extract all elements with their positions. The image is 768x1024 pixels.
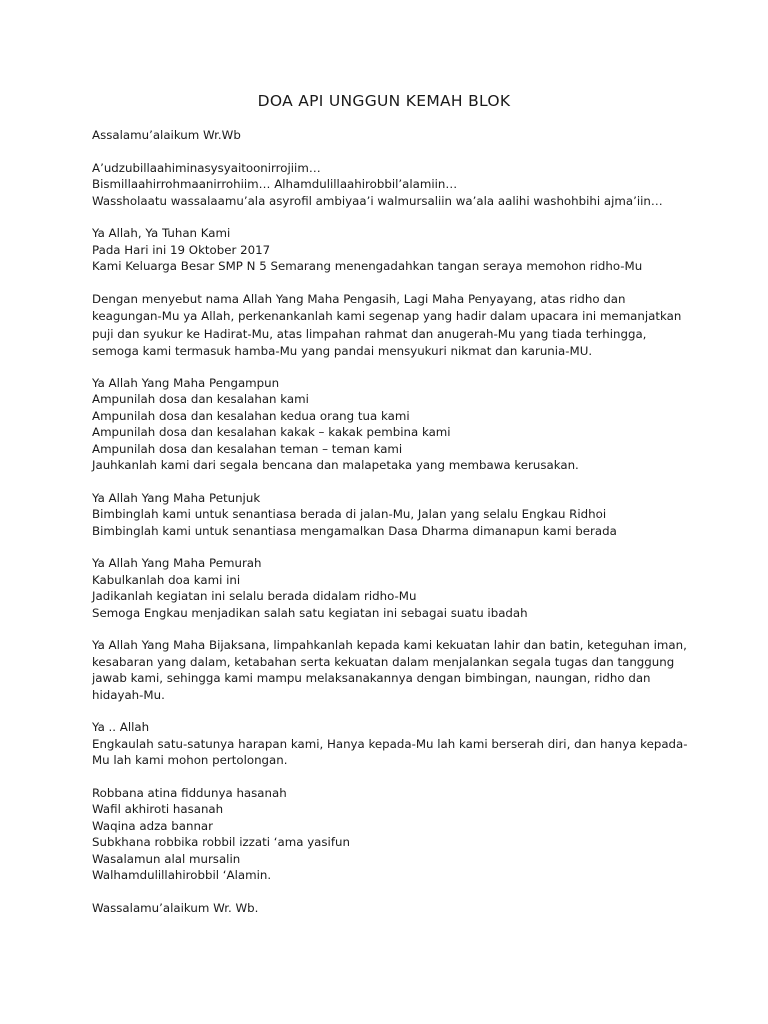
opening-line: A’udzubillaahiminasysyaitoonirrojiim… [92,160,321,175]
forgiveness-line: Ampunilah dosa dan kesalahan kami [92,392,309,406]
generosity-line: Ya Allah Yang Maha Pemurah [92,556,262,570]
generosity-line: Jadikanlah kegiatan ini selalu berada didalam ridho-Mu [92,589,417,603]
forgiveness-line: Ampunilah dosa dan kesalahan teman – teman kami [92,441,403,456]
forgiveness-line: Ya Allah Yang Maha Pengampun [92,375,280,390]
intro-paragraph [92,225,677,275]
closing-prayer-line: Wasalamun alal mursalin [92,851,241,866]
hope-line: Engkaulah satu-satunya harapan kami, Hanya kepada-Mu lah kami berserah diri, dan hanya kepada- [92,736,688,751]
praise-line: keagungan-Mu ya Allah, perkenankanlah kami segenap yang hadir dalam upacara ini memanjatkan [92,309,682,323]
wisdom-line: Ya Allah Yang Maha Bijaksana, limpahkanlah kepada kami kekuatan lahir dan batin, keteguhan iman, [92,638,687,652]
praise-line: semoga kami termasuk hamba-Mu yang pandai mensyukuri nikmat dan karunia-MU. [92,344,593,358]
praise-paragraph [92,291,682,361]
hope-line: Mu lah kami mohon pertolongan. [92,753,288,767]
intro-line: Kami Keluarga Besar SMP N 5 Semarang menengadahkan tangan seraya memohon ridho-Mu [92,259,643,273]
closing-prayer-line: Walhamdulillahirobbil ‘Alamin. [92,868,272,882]
closing-prayer-line: Subkhana robbika robbil izzati ‘ama yasifun [92,835,350,849]
forgiveness-line: Ampunilah dosa dan kesalahan kakak – kakak pembina kami [92,425,451,439]
greeting-line: Assalamu’alaikum Wr.Wb [92,128,241,142]
closing-prayer-paragraph [92,785,677,884]
forgiveness-line: Jauhkanlah kami dari segala bencana dan malapetaka yang membawa kerusakan. [92,458,579,472]
intro-line: Pada Hari ini 19 Oktober 2017 [92,242,271,257]
generosity-paragraph [92,555,677,621]
wisdom-paragraph [92,637,687,703]
document-title: DOA API UNGGUN KEMAH BLOK [257,92,511,110]
wisdom-line: hidayah-Mu. [92,687,165,702]
intro-line: Ya Allah, Ya Tuhan Kami [92,226,231,240]
farewell [92,900,677,917]
greeting [92,127,677,144]
praise-line: puji dan syukur ke Hadirat-Mu, atas limpahan rahmat dan anugerah-Mu yang tiada terhingga, [92,326,647,341]
generosity-line: Semoga Engkau menjadikan salah satu kegiatan ini sebagai suatu ibadah [92,605,528,620]
generosity-line: Kabulkanlah doa kami ini [92,572,241,587]
hope-paragraph [92,719,688,769]
guidance-paragraph [92,490,677,540]
hope-line: Ya .. Allah [92,720,150,734]
forgiveness-line: Ampunilah dosa dan kesalahan kedua orang tua kami [92,408,410,423]
document-body [92,127,688,916]
wisdom-line: kesabaran yang dalam, ketabahan serta kekuatan dalam menjalankan segala tugas dan tanggung [92,654,675,669]
opening-paragraph [92,160,677,210]
guidance-line: Ya Allah Yang Maha Petunjuk [92,490,261,505]
guidance-line: Bimbinglah kami untuk senantiasa berada di jalan-Mu, Jalan yang selalu Engkau Ridhoi [92,507,607,521]
praise-line: Dengan menyebut nama Allah Yang Maha Pengasih, Lagi Maha Penyayang, atas ridho dan [92,291,626,306]
closing-prayer-line: Robbana atina fiddunya hasanah [92,785,287,800]
guidance-line: Bimbinglah kami untuk senantiasa mengamalkan Dasa Dharma dimanapun kami berada [92,523,617,538]
wisdom-line: jawab kami, sehingga kami mampu melaksanakannya dengan bimbingan, naungan, ridho dan [92,671,651,685]
closing-prayer-line: Wafil akhiroti hasanah [92,802,224,816]
opening-line: Wassholaatu wassalaamu’ala asyrofil ambiyaa’i walmursaliin wa’ala aalihi washohbihi ajma’iin… [92,193,663,208]
farewell-line: Wassalamu’alaikum Wr. Wb. [92,900,259,915]
opening-line: Bismillaahirrohmaanirrohiim… Alhamdulillaahirobbil’alamiin… [92,177,458,191]
closing-prayer-line: Waqina adza bannar [92,818,213,833]
forgiveness-paragraph [92,375,677,474]
